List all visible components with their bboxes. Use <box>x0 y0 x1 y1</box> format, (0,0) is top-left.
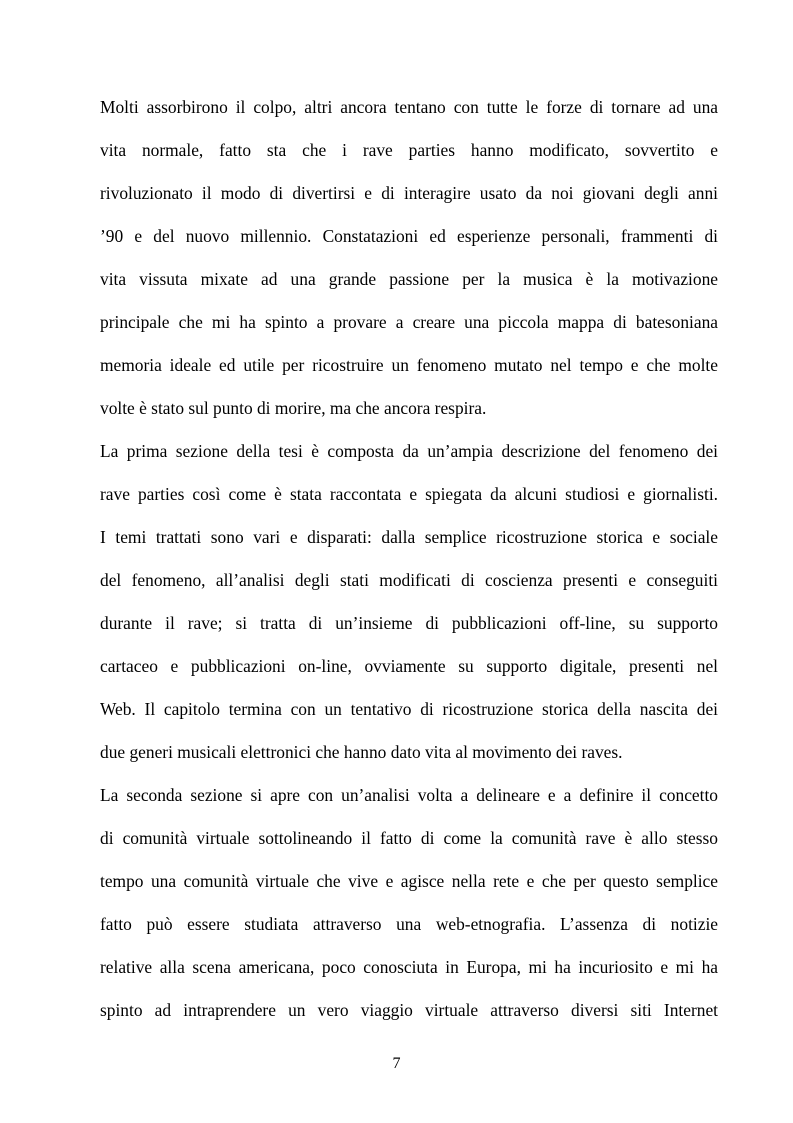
text-line: del fenomeno, all’analisi degli stati modificati di coscienza presenti e conseguiti <box>100 570 718 590</box>
text-line: due generi musicali elettronici che hanno dato vita al movimento dei raves. <box>100 742 623 762</box>
text-line: rivoluzionato il modo di divertirsi e di interagire usato da noi giovani degli anni <box>100 183 718 203</box>
text-line: memoria ideale ed utile per ricostruire un fenomeno mutato nel tempo e che molte <box>100 355 718 375</box>
text-line: rave parties così come è stata raccontata e spiegata da alcuni studiosi e giornalisti. <box>100 484 718 504</box>
page-number: 7 <box>392 1055 401 1072</box>
text-line: La seconda sezione si apre con un’analisi volta a delineare e a definire il concetto <box>100 785 718 805</box>
text-line: di comunità virtuale sottolineando il fatto di come la comunità rave è allo stesso <box>100 828 718 848</box>
text-line: ’90 e del nuovo millennio. Constatazioni ed esperienze personali, frammenti di <box>100 226 718 246</box>
text-line: La prima sezione della tesi è composta da un’ampia descrizione del fenomeno dei <box>100 441 718 461</box>
text-line: cartaceo e pubblicazioni on-line, ovviamente su supporto digitale, presenti nel <box>100 656 718 676</box>
body-text <box>100 90 718 1036</box>
text-line: vita vissuta mixate ad una grande passione per la musica è la motivazione <box>100 269 718 289</box>
text-line: Molti assorbirono il colpo, altri ancora tentano con tutte le forze di tornare ad una <box>100 97 718 117</box>
text-line: spinto ad intraprendere un vero viaggio virtuale attraverso diversi siti Internet <box>100 1000 718 1020</box>
text-line: vita normale, fatto sta che i rave parties hanno modificato, sovvertito e <box>100 140 718 160</box>
text-line: Web. Il capitolo termina con un tentativo di ricostruzione storica della nascita dei <box>100 699 718 719</box>
text-line: principale che mi ha spinto a provare a creare una piccola mappa di batesoniana <box>100 312 718 332</box>
text-line: fatto può essere studiata attraverso una web-etnografia. L’assenza di notizie <box>100 914 718 934</box>
text-line: tempo una comunità virtuale che vive e agisce nella rete e che per questo semplice <box>100 871 718 891</box>
text-line: durante il rave; si tratta di un’insieme di pubblicazioni off-line, su supporto <box>100 613 718 633</box>
text-line: relative alla scena americana, poco conosciuta in Europa, mi ha incuriosito e mi ha <box>100 957 718 977</box>
text-line: I temi trattati sono vari e disparati: dalla semplice ricostruzione storica e sociale <box>100 527 718 547</box>
text-line: volte è stato sul punto di morire, ma che ancora respira. <box>100 398 487 418</box>
